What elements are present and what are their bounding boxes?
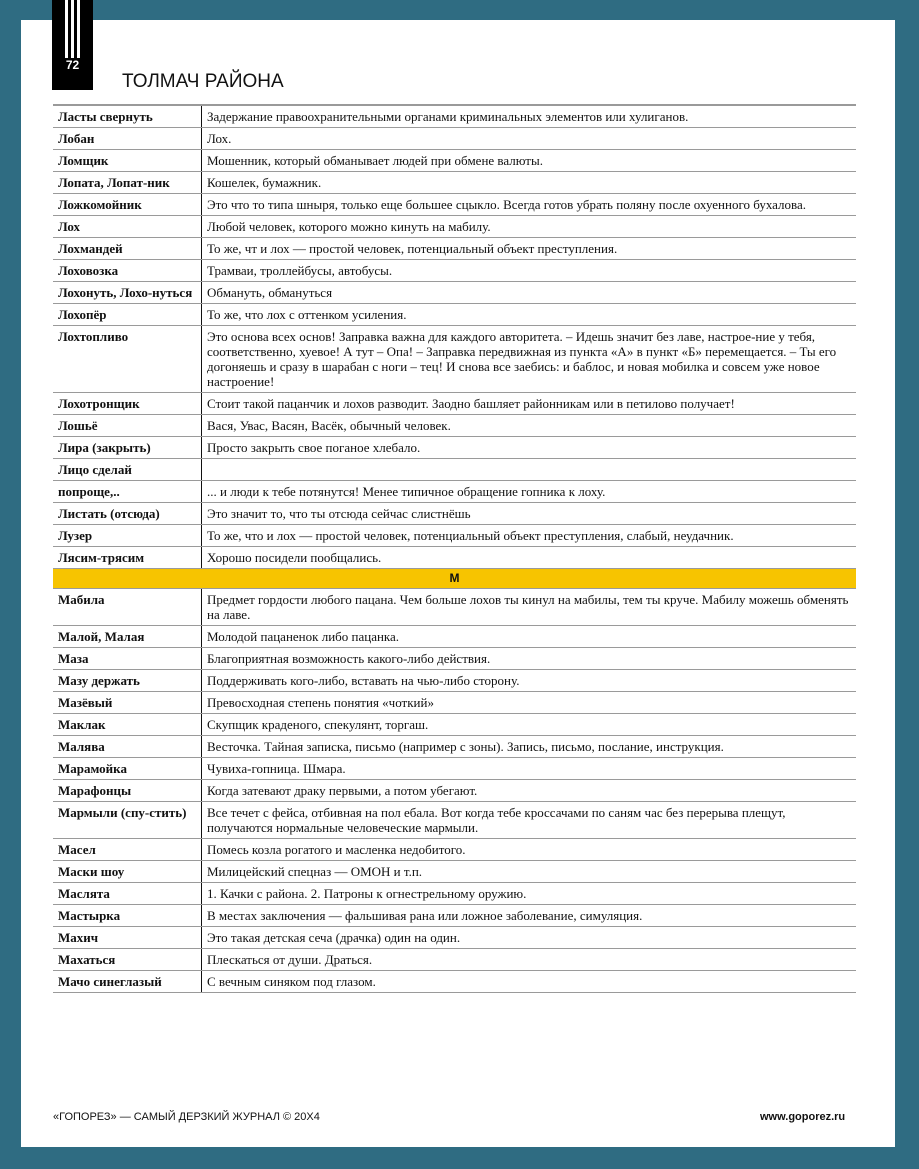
glossary-row bbox=[53, 780, 856, 802]
glossary-row bbox=[53, 861, 856, 883]
glossary-row bbox=[53, 326, 856, 393]
glossary-row bbox=[53, 282, 856, 304]
term: Лохтопливо bbox=[53, 326, 202, 393]
term: Мазёвый bbox=[53, 692, 202, 714]
glossary-row bbox=[53, 736, 856, 758]
term: Масел bbox=[53, 839, 202, 861]
definition: В местах заключения — фальшивая рана или ложное заболевание, симуляция. bbox=[202, 905, 857, 927]
definition: Когда затевают драку первыми, а потом убегают. bbox=[202, 780, 857, 802]
glossary-row bbox=[53, 503, 856, 525]
term: Мачо синеглазый bbox=[53, 971, 202, 993]
definition: Это что то типа шныря, только еще большее сцыкло. Всегда готов убрать поляну после охуенного бухалова. bbox=[202, 194, 857, 216]
glossary-row bbox=[53, 437, 856, 459]
definition: Любой человек, которого можно кинуть на мабилу. bbox=[202, 216, 857, 238]
term: Лохотронщик bbox=[53, 393, 202, 415]
definition: Просто закрыть свое поганое хлебало. bbox=[202, 437, 857, 459]
term: Лопата, Лопат-ник bbox=[53, 172, 202, 194]
definition: Обмануть, обмануться bbox=[202, 282, 857, 304]
glossary-table bbox=[53, 104, 856, 993]
definition: Весточка. Тайная записка, письмо (например с зоны). Запись, письмо, послание, инструкция. bbox=[202, 736, 857, 758]
glossary-row bbox=[53, 393, 856, 415]
term: Маски шоу bbox=[53, 861, 202, 883]
glossary-row bbox=[53, 589, 856, 626]
glossary-row bbox=[53, 905, 856, 927]
glossary-row bbox=[53, 172, 856, 194]
letter-divider bbox=[53, 569, 856, 589]
definition: Молодой пацаненок либо пацанка. bbox=[202, 626, 857, 648]
footer-copyright: «ГОПОРЕЗ» — САМЫЙ ДЕРЗКИЙ ЖУРНАЛ © 20Х4 bbox=[53, 1111, 320, 1123]
definition: Поддерживать кого-либо, вставать на чью-либо сторону. bbox=[202, 670, 857, 692]
definition: Кошелек, бумажник. bbox=[202, 172, 857, 194]
term: Маклак bbox=[53, 714, 202, 736]
term: Марафонцы bbox=[53, 780, 202, 802]
tab-stripe bbox=[65, 0, 68, 58]
definition: Милицейский спецназ — ОМОН и т.п. bbox=[202, 861, 857, 883]
glossary-row bbox=[53, 415, 856, 437]
definition: Это значит то, что ты отсюда сейчас слистнёшь bbox=[202, 503, 857, 525]
definition: Помесь козла рогатого и масленка недобитого. bbox=[202, 839, 857, 861]
definition: Стоит такой пацанчик и лохов разводит. Заодно башляет районникам или в петилово получает! bbox=[202, 393, 857, 415]
term: Махаться bbox=[53, 949, 202, 971]
definition: То же, что и лох — простой человек, потенциальный объект преступления, слабый, неудачник. bbox=[202, 525, 857, 547]
glossary-row bbox=[53, 216, 856, 238]
term: Лох bbox=[53, 216, 202, 238]
term: Листать (отсюда) bbox=[53, 503, 202, 525]
tab-stripe bbox=[71, 0, 74, 58]
term: Махич bbox=[53, 927, 202, 949]
glossary-row bbox=[53, 481, 856, 503]
glossary-row bbox=[53, 150, 856, 172]
glossary-row bbox=[53, 758, 856, 780]
term: Ложкомойник bbox=[53, 194, 202, 216]
glossary-row bbox=[53, 525, 856, 547]
glossary-row bbox=[53, 128, 856, 150]
definition: Плескаться от души. Драться. bbox=[202, 949, 857, 971]
glossary-row bbox=[53, 260, 856, 282]
definition: ... и люди к тебе потянутся! Менее типичное обращение гопника к лоху. bbox=[202, 481, 857, 503]
definition: То же, что лох с оттенком усиления. bbox=[202, 304, 857, 326]
definition: Это такая детская сеча (драчка) один на один. bbox=[202, 927, 857, 949]
term: Малява bbox=[53, 736, 202, 758]
term: Лохонуть, Лохо-нуться bbox=[53, 282, 202, 304]
definition: Задержание правоохранительными органами криминальных элементов или хулиганов. bbox=[202, 105, 857, 128]
term: Лицо сделай bbox=[53, 459, 202, 481]
definition: То же, чт и лох — простой человек, потенциальный объект преступления. bbox=[202, 238, 857, 260]
term: Мармыли (спу-стить) bbox=[53, 802, 202, 839]
definition: Предмет гордости любого пацана. Чем больше лохов ты кинул на мабилы, тем ты круче. Мабилу можешь обменять на лаве. bbox=[202, 589, 857, 626]
definition bbox=[202, 459, 857, 481]
tab-stripe bbox=[77, 0, 80, 58]
definition: Хорошо посидели пообщались. bbox=[202, 547, 857, 569]
term: Марамойка bbox=[53, 758, 202, 780]
glossary-row bbox=[53, 626, 856, 648]
term: Мазу держать bbox=[53, 670, 202, 692]
term: Маслята bbox=[53, 883, 202, 905]
term: Лохопёр bbox=[53, 304, 202, 326]
term: Лохмандей bbox=[53, 238, 202, 260]
page-number: 72 bbox=[65, 58, 80, 72]
term: попроще,.. bbox=[53, 481, 202, 503]
definition: С вечным синяком под глазом. bbox=[202, 971, 857, 993]
term: Лира (закрыть) bbox=[53, 437, 202, 459]
definition: Скупщик краденого, спекулянт, торгаш. bbox=[202, 714, 857, 736]
definition: Чувиха-гопница. Шмара. bbox=[202, 758, 857, 780]
glossary-row bbox=[53, 547, 856, 569]
term: Лузер bbox=[53, 525, 202, 547]
page-tab bbox=[52, 0, 93, 90]
glossary-row bbox=[53, 839, 856, 861]
definition: 1. Качки с района. 2. Патроны к огнестрельному оружию. bbox=[202, 883, 857, 905]
glossary-row bbox=[53, 238, 856, 260]
definition: Вася, Увас, Васян, Васёк, обычный человек. bbox=[202, 415, 857, 437]
definition: Трамваи, троллейбусы, автобусы. bbox=[202, 260, 857, 282]
definition: Лох. bbox=[202, 128, 857, 150]
definition: Превосходная степень понятия «чоткий» bbox=[202, 692, 857, 714]
definition: Все течет с фейса, отбивная на пол ебала. Вот когда тебе кроссачами по саням час без перерыва плещут, получаются нормальные человеческие мармыли. bbox=[202, 802, 857, 839]
term: Мабила bbox=[53, 589, 202, 626]
footer-url: www.goporez.ru bbox=[760, 1111, 846, 1123]
glossary-row bbox=[53, 648, 856, 670]
glossary-row bbox=[53, 971, 856, 993]
term: Лоховозка bbox=[53, 260, 202, 282]
term: Ласты свернуть bbox=[53, 105, 202, 128]
glossary-row bbox=[53, 714, 856, 736]
letter-heading: М bbox=[53, 569, 856, 589]
glossary-row bbox=[53, 883, 856, 905]
glossary-row bbox=[53, 105, 856, 128]
term: Мастырка bbox=[53, 905, 202, 927]
term: Ломщик bbox=[53, 150, 202, 172]
definition: Это основа всех основ! Заправка важна для каждого авторитета. – Идешь значит без лаве, настрое-ние у тебя, соответственно, хуевое! А тут – Опа! – Заправка передвижная из пункта «А» в пункт «Б» перемещается. – Ты его догоняешь и сразу в шарабан с ноги – тец! И снова все заебись: и баблос, и новая мобилка и совсем уже новое настроение! bbox=[202, 326, 857, 393]
definition: Благоприятная возможность какого-либо действия. bbox=[202, 648, 857, 670]
term: Маза bbox=[53, 648, 202, 670]
glossary-row bbox=[53, 194, 856, 216]
glossary-row bbox=[53, 802, 856, 839]
term: Малой, Малая bbox=[53, 626, 202, 648]
term: Лобан bbox=[53, 128, 202, 150]
term: Лясим-трясим bbox=[53, 547, 202, 569]
term: Лошьё bbox=[53, 415, 202, 437]
glossary-row bbox=[53, 670, 856, 692]
glossary-row bbox=[53, 304, 856, 326]
page-title: ТОЛМАЧ РАЙОНА bbox=[122, 71, 284, 92]
definition: Мошенник, который обманывает людей при обмене валюты. bbox=[202, 150, 857, 172]
glossary-row bbox=[53, 692, 856, 714]
glossary-row bbox=[53, 459, 856, 481]
glossary-row bbox=[53, 949, 856, 971]
glossary-row bbox=[53, 927, 856, 949]
